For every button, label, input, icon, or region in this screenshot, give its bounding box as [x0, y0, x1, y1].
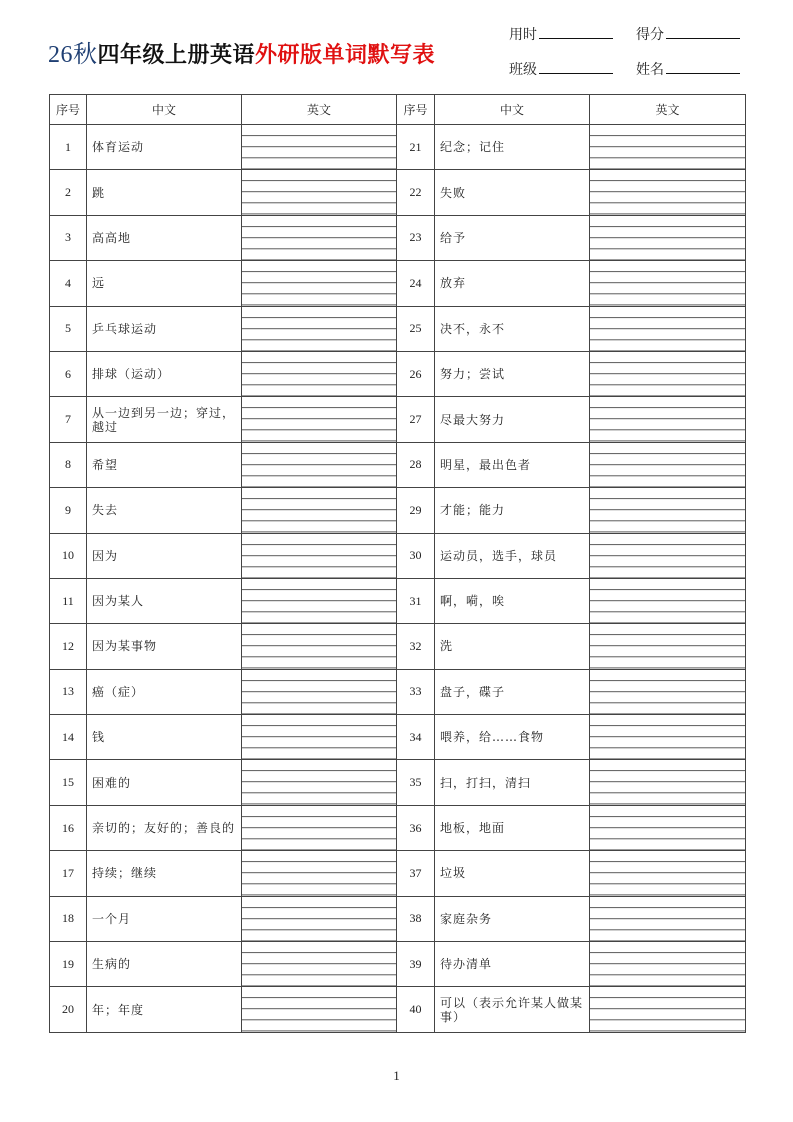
chinese-meaning-right: 放弃 — [435, 261, 590, 306]
word-number-right: 26 — [397, 351, 435, 396]
english-answer-right[interactable] — [590, 851, 746, 896]
word-number-right: 32 — [397, 624, 435, 669]
writing-lines[interactable] — [590, 987, 745, 1031]
word-number-right: 30 — [397, 533, 435, 578]
english-answer-right[interactable] — [590, 942, 746, 987]
english-answer-left[interactable] — [242, 851, 397, 896]
chinese-meaning-right: 决不，永不 — [435, 306, 590, 351]
table-row — [50, 987, 746, 1032]
word-number-right: 23 — [397, 215, 435, 260]
english-answer-left[interactable] — [242, 306, 397, 351]
word-number-right: 34 — [397, 715, 435, 760]
writing-lines[interactable] — [242, 261, 396, 305]
writing-lines[interactable] — [242, 670, 396, 714]
table-row — [50, 805, 746, 850]
chinese-meaning-left: 远 — [87, 261, 242, 306]
writing-lines[interactable] — [590, 261, 745, 305]
class-label: 班级 — [509, 62, 537, 78]
word-number-left: 17 — [50, 851, 87, 896]
english-answer-left[interactable] — [242, 533, 397, 578]
writing-lines[interactable] — [590, 579, 745, 623]
table-row — [50, 261, 746, 306]
name-label: 姓名 — [636, 62, 664, 78]
writing-lines[interactable] — [590, 216, 745, 260]
writing-lines[interactable] — [590, 352, 745, 396]
word-number-left: 11 — [50, 578, 87, 623]
writing-lines[interactable] — [242, 488, 396, 532]
chinese-meaning-left: 因为某人 — [87, 578, 242, 623]
writing-lines[interactable] — [242, 534, 396, 578]
english-answer-right[interactable] — [590, 805, 746, 850]
writing-lines[interactable] — [590, 397, 745, 441]
class-blank[interactable] — [539, 72, 613, 74]
word-number-right: 29 — [397, 488, 435, 533]
time-label: 用时 — [509, 27, 537, 43]
writing-lines[interactable] — [590, 715, 745, 759]
writing-lines[interactable] — [590, 942, 745, 986]
chinese-meaning-left: 持续；继续 — [87, 851, 242, 896]
word-number-left: 9 — [50, 488, 87, 533]
english-answer-right[interactable] — [590, 261, 746, 306]
word-number-right: 22 — [397, 170, 435, 215]
chinese-meaning-right: 待办清单 — [435, 942, 590, 987]
english-answer-right[interactable] — [590, 760, 746, 805]
chinese-meaning-right: 尽最大努力 — [435, 397, 590, 442]
word-number-right: 33 — [397, 669, 435, 714]
english-answer-right[interactable] — [590, 442, 746, 487]
chinese-meaning-right: 运动员，选手，球员 — [435, 533, 590, 578]
chinese-meaning-left: 排球（运动） — [87, 351, 242, 396]
table-row — [50, 125, 746, 170]
chinese-meaning-left: 一个月 — [87, 896, 242, 941]
table-row — [50, 669, 746, 714]
table-row — [50, 942, 746, 987]
english-answer-left[interactable] — [242, 351, 397, 396]
writing-lines[interactable] — [242, 987, 396, 1031]
word-number-right: 37 — [397, 851, 435, 896]
table-row — [50, 715, 746, 760]
writing-lines[interactable] — [242, 942, 396, 986]
word-number-right: 21 — [397, 125, 435, 170]
english-answer-left[interactable] — [242, 261, 397, 306]
english-answer-left[interactable] — [242, 669, 397, 714]
chinese-meaning-right: 扫，打扫，清扫 — [435, 760, 590, 805]
table-row — [50, 488, 746, 533]
english-answer-right[interactable] — [590, 488, 746, 533]
writing-lines[interactable] — [590, 307, 745, 351]
chinese-meaning-left: 因为 — [87, 533, 242, 578]
title-term: 26秋 — [48, 42, 98, 68]
chinese-meaning-left: 失去 — [87, 488, 242, 533]
name-field[interactable] — [636, 59, 740, 79]
chinese-meaning-left: 生病的 — [87, 942, 242, 987]
english-answer-left[interactable] — [242, 578, 397, 623]
english-answer-left[interactable] — [242, 125, 397, 170]
table-row — [50, 578, 746, 623]
writing-lines[interactable] — [590, 170, 745, 214]
writing-lines[interactable] — [590, 488, 745, 532]
writing-lines[interactable] — [242, 216, 396, 260]
word-number-left: 7 — [50, 397, 87, 442]
english-answer-left[interactable] — [242, 760, 397, 805]
english-answer-left[interactable] — [242, 397, 397, 442]
writing-lines[interactable] — [590, 125, 745, 169]
chinese-meaning-left: 从一边到另一边；穿过，越过 — [87, 397, 242, 442]
english-answer-left[interactable] — [242, 987, 397, 1032]
table-row — [50, 306, 746, 351]
word-number-left: 4 — [50, 261, 87, 306]
word-number-right: 36 — [397, 805, 435, 850]
chinese-meaning-right: 纪念；记住 — [435, 125, 590, 170]
chinese-meaning-left: 希望 — [87, 442, 242, 487]
english-answer-left[interactable] — [242, 896, 397, 941]
writing-lines[interactable] — [242, 806, 396, 850]
writing-lines[interactable] — [242, 851, 396, 895]
chinese-meaning-left: 年；年度 — [87, 987, 242, 1032]
score-blank[interactable] — [666, 37, 740, 39]
table-row — [50, 760, 746, 805]
english-answer-left[interactable] — [242, 488, 397, 533]
word-number-left: 19 — [50, 942, 87, 987]
class-field[interactable] — [509, 59, 613, 79]
score-label: 得分 — [636, 27, 664, 43]
word-number-right: 28 — [397, 442, 435, 487]
name-blank[interactable] — [666, 72, 740, 74]
english-answer-left[interactable] — [242, 442, 397, 487]
table-row — [50, 896, 746, 941]
chinese-meaning-left: 乒乓球运动 — [87, 306, 242, 351]
table-row — [50, 397, 746, 442]
word-number-right: 31 — [397, 578, 435, 623]
word-number-right: 38 — [397, 896, 435, 941]
header-chinese-left: 中文 — [87, 95, 242, 125]
table-row — [50, 351, 746, 396]
english-answer-right[interactable] — [590, 715, 746, 760]
writing-lines[interactable] — [590, 760, 745, 804]
writing-lines[interactable] — [242, 307, 396, 351]
chinese-meaning-left: 钱 — [87, 715, 242, 760]
english-answer-right[interactable] — [590, 170, 746, 215]
writing-lines[interactable] — [242, 579, 396, 623]
writing-lines[interactable] — [590, 443, 745, 487]
chinese-meaning-left: 高高地 — [87, 215, 242, 260]
word-number-left: 20 — [50, 987, 87, 1032]
header-number-right: 序号 — [397, 95, 435, 125]
word-number-right: 40 — [397, 987, 435, 1032]
english-answer-left[interactable] — [242, 170, 397, 215]
word-number-left: 18 — [50, 896, 87, 941]
chinese-meaning-right: 努力；尝试 — [435, 351, 590, 396]
word-number-left: 15 — [50, 760, 87, 805]
header-english-right: 英文 — [590, 95, 746, 125]
table-row — [50, 624, 746, 669]
english-answer-right[interactable] — [590, 397, 746, 442]
writing-lines[interactable] — [590, 851, 745, 895]
writing-lines[interactable] — [590, 534, 745, 578]
word-number-left: 16 — [50, 805, 87, 850]
english-answer-right[interactable] — [590, 125, 746, 170]
english-answer-right[interactable] — [590, 533, 746, 578]
time-blank[interactable] — [539, 37, 613, 39]
word-number-left: 10 — [50, 533, 87, 578]
chinese-meaning-left: 困难的 — [87, 760, 242, 805]
english-answer-right[interactable] — [590, 578, 746, 623]
table-row — [50, 442, 746, 487]
english-answer-right[interactable] — [590, 624, 746, 669]
chinese-meaning-right: 给予 — [435, 215, 590, 260]
word-number-left: 12 — [50, 624, 87, 669]
chinese-meaning-left: 癌（症） — [87, 669, 242, 714]
table-row — [50, 851, 746, 896]
word-number-left: 5 — [50, 306, 87, 351]
chinese-meaning-right: 垃圾 — [435, 851, 590, 896]
chinese-meaning-left: 亲切的；友好的；善良的 — [87, 805, 242, 850]
english-answer-left[interactable] — [242, 942, 397, 987]
chinese-meaning-right: 才能；能力 — [435, 488, 590, 533]
english-answer-right[interactable] — [590, 987, 746, 1032]
writing-lines[interactable] — [242, 715, 396, 759]
writing-lines[interactable] — [590, 897, 745, 941]
word-number-left: 8 — [50, 442, 87, 487]
table-row — [50, 215, 746, 260]
word-number-left: 6 — [50, 351, 87, 396]
header-english-left: 英文 — [242, 95, 397, 125]
writing-lines[interactable] — [242, 125, 396, 169]
page-title — [48, 34, 435, 69]
english-answer-right[interactable] — [590, 669, 746, 714]
word-number-left: 2 — [50, 170, 87, 215]
vocabulary-table — [49, 94, 746, 1033]
english-answer-right[interactable] — [590, 215, 746, 260]
header-number-left: 序号 — [50, 95, 87, 125]
chinese-meaning-right: 失败 — [435, 170, 590, 215]
writing-lines[interactable] — [590, 670, 745, 714]
header-chinese-right: 中文 — [435, 95, 590, 125]
writing-lines[interactable] — [590, 806, 745, 850]
table-header-row — [50, 95, 746, 125]
writing-lines[interactable] — [242, 352, 396, 396]
word-number-right: 25 — [397, 306, 435, 351]
english-answer-left[interactable] — [242, 215, 397, 260]
english-answer-left[interactable] — [242, 715, 397, 760]
chinese-meaning-right: 家庭杂务 — [435, 896, 590, 941]
word-number-left: 14 — [50, 715, 87, 760]
chinese-meaning-left: 因为某事物 — [87, 624, 242, 669]
writing-lines[interactable] — [242, 760, 396, 804]
word-number-right: 35 — [397, 760, 435, 805]
table-row — [50, 170, 746, 215]
writing-lines[interactable] — [242, 397, 396, 441]
word-number-left: 1 — [50, 125, 87, 170]
english-answer-left[interactable] — [242, 805, 397, 850]
word-number-right: 24 — [397, 261, 435, 306]
writing-lines[interactable] — [590, 624, 745, 668]
writing-lines[interactable] — [242, 170, 396, 214]
word-number-right: 39 — [397, 942, 435, 987]
chinese-meaning-right: 地板，地面 — [435, 805, 590, 850]
chinese-meaning-right: 盘子，碟子 — [435, 669, 590, 714]
chinese-meaning-right: 洗 — [435, 624, 590, 669]
page-number: 1 — [393, 1068, 400, 1083]
word-number-left: 13 — [50, 669, 87, 714]
writing-lines[interactable] — [242, 443, 396, 487]
writing-lines[interactable] — [242, 897, 396, 941]
word-number-left: 3 — [50, 215, 87, 260]
title-worksheet-name: 外研版单词默写表 — [255, 42, 436, 68]
english-answer-left[interactable] — [242, 624, 397, 669]
english-answer-right[interactable] — [590, 306, 746, 351]
writing-lines[interactable] — [242, 624, 396, 668]
chinese-meaning-right: 可以（表示允许某人做某事） — [435, 987, 590, 1032]
table-row — [50, 533, 746, 578]
chinese-meaning-right: 明星，最出色者 — [435, 442, 590, 487]
chinese-meaning-right: 啊，嗬，唉 — [435, 578, 590, 623]
score-field[interactable] — [636, 24, 740, 44]
english-answer-right[interactable] — [590, 351, 746, 396]
chinese-meaning-right: 喂养，给……食物 — [435, 715, 590, 760]
english-answer-right[interactable] — [590, 896, 746, 941]
chinese-meaning-left: 跳 — [87, 170, 242, 215]
title-grade-subject: 四年级上册英语 — [97, 42, 256, 68]
time-field[interactable] — [509, 24, 613, 44]
chinese-meaning-left: 体育运动 — [87, 125, 242, 170]
word-number-right: 27 — [397, 397, 435, 442]
